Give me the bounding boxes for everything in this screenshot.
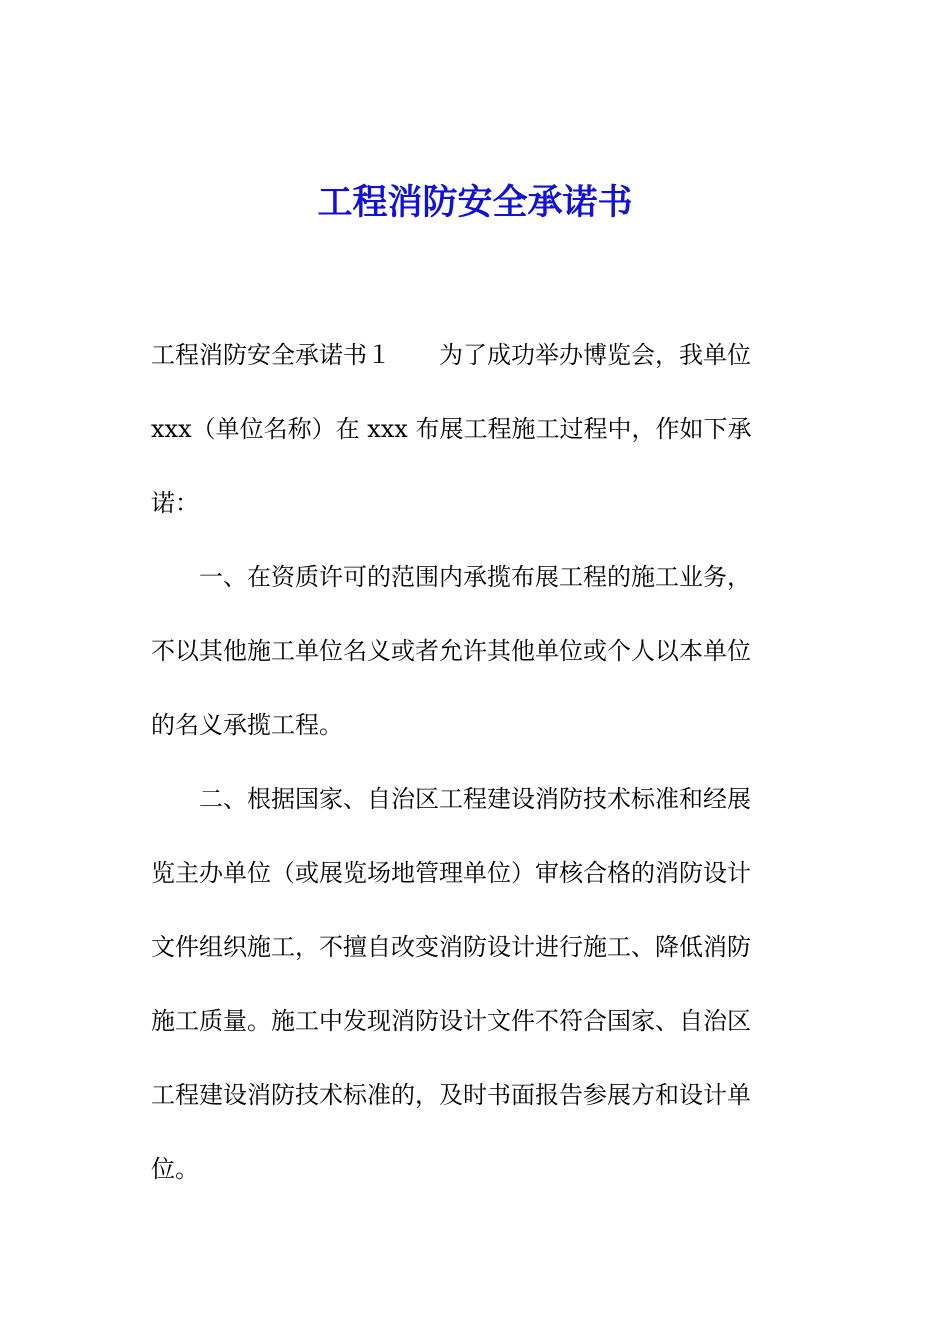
body-line: 的名义承揽工程。	[151, 711, 343, 739]
body-line: 览主办单位（或展览场地管理单位）审核合格的消防设计	[151, 859, 751, 887]
document-body	[151, 318, 791, 1206]
body-line: xxx（单位名称）在 xxx 布展工程施工过程中，作如下承	[151, 415, 752, 443]
document-title: 工程消防安全承诺书	[317, 183, 633, 223]
body-line: 一、在资质许可的范围内承揽布展工程的施工业务，	[151, 563, 751, 591]
body-line: 不以其他施工单位名义或者允许其他单位或个人以本单位	[151, 637, 751, 665]
body-line: 位。	[151, 1155, 199, 1183]
body-line: 施工质量。施工中发现消防设计文件不符合国家、自治区	[151, 1007, 751, 1035]
body-line: 诺：	[151, 489, 199, 517]
body-line: 工程建设消防技术标准的，及时书面报告参展方和设计单	[151, 1081, 751, 1109]
body-line: 二、根据国家、自治区工程建设消防技术标准和经展	[151, 785, 751, 813]
body-line: 文件组织施工，不擅自改变消防设计进行施工、降低消防	[151, 933, 751, 961]
body-line: 工程消防安全承诺书１ 为了成功举办博览会，我单位	[151, 341, 751, 369]
